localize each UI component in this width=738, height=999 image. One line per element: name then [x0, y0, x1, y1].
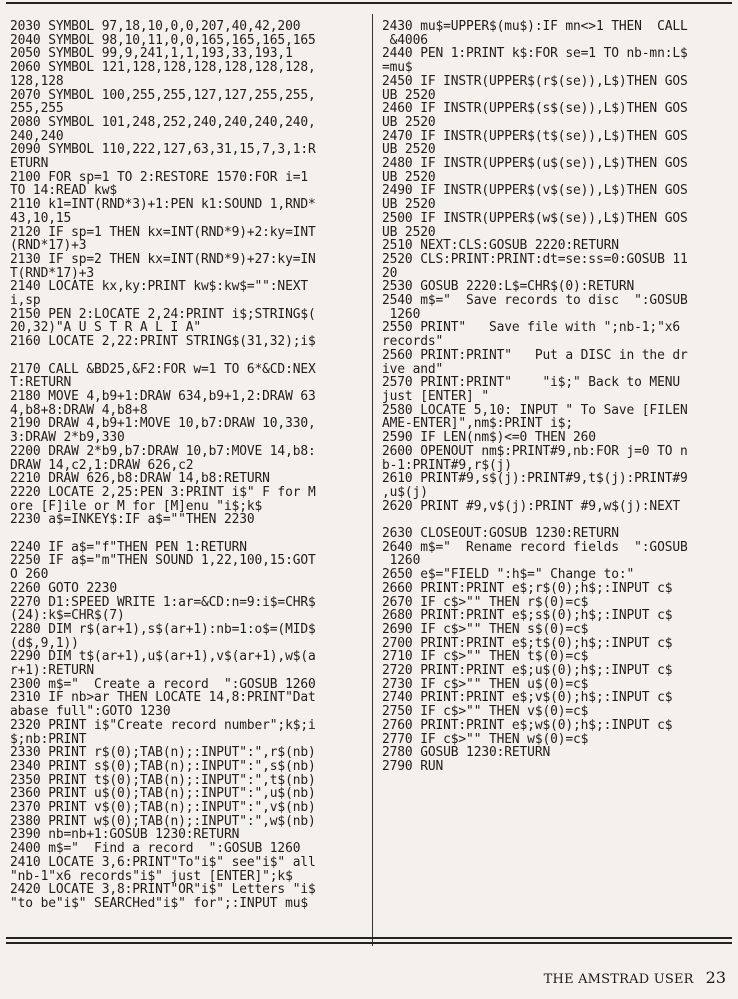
code-line: 2280 DIM r$(ar+1),s$(ar+1):nb=1:o$=(MID$: [10, 621, 316, 637]
code-line: 240,240: [10, 128, 64, 144]
code-line: 20: [382, 265, 398, 281]
column-divider: [372, 14, 373, 946]
code-line: 3:DRAW 2*b9,330: [10, 430, 125, 446]
code-line: "nb-1"x6 records"i$" just [ENTER]";k$: [10, 868, 293, 884]
code-line: UB 2520: [382, 142, 436, 158]
code-line: 2780 GOSUB 1230:RETURN: [382, 745, 551, 761]
code-line: 2750 IF c$>"" THEN v$(0)=c$: [382, 704, 589, 720]
code-line: 2510 NEXT:CLS:GOSUB 2220:RETURN: [382, 238, 619, 254]
code-line: 2690 IF c$>"" THEN s$(0)=c$: [382, 621, 589, 637]
code-line: 2230 a$=INKEY$:IF a$=""THEN 2230: [10, 512, 255, 528]
code-line: 2160 LOCATE 2,22:PRINT STRING$(31,32);i$: [10, 334, 316, 350]
code-line: 2760 PRINT:PRINT e$;w$(0);h$;:INPUT c$: [382, 717, 673, 733]
code-line: (d$,9,1)): [10, 635, 79, 651]
code-line: 2190 DRAW 4,b9+1:MOVE 10,b7:DRAW 10,330,: [10, 416, 316, 432]
code-line: 2330 PRINT r$(0);TAB(n);:INPUT":",r$(nb): [10, 745, 316, 761]
code-line: 2500 IF INSTR(UPPER$(w$(se)),L$)THEN GOS: [382, 210, 688, 226]
code-line: 2480 IF INSTR(UPPER$(u$(se)),L$)THEN GOS: [382, 156, 688, 172]
code-line: TO 14:READ kw$: [10, 183, 117, 199]
code-line: 2710 IF c$>"" THEN t$(0)=c$: [382, 649, 589, 665]
code-line: [10, 349, 362, 363]
code-line: 2770 IF c$>"" THEN w$(0)=c$: [382, 731, 589, 747]
publication-name: THE AMSTRAD USER: [543, 972, 694, 987]
code-line: 2650 e$="FIELD ":h$=" Change to:": [382, 567, 635, 583]
code-line: 2340 PRINT s$(0);TAB(n);:INPUT":",s$(nb): [10, 758, 316, 774]
code-line: T(RND*17)+3: [10, 265, 95, 281]
code-line: =mu$: [382, 60, 413, 76]
code-line: 4,b8+8:DRAW 4,b8+8: [10, 402, 148, 418]
code-line: 20,32)"A U S T R A L I A": [10, 320, 202, 336]
code-line: 1260: [382, 306, 421, 322]
code-line: 2310 IF nb>ar THEN LOCATE 14,8:PRINT"Dat: [10, 690, 316, 706]
code-line: 2470 IF INSTR(UPPER$(t$(se)),L$)THEN GOS: [382, 128, 688, 144]
code-line: 2610 PRINT#9,s$(j):PRINT#9,t$(j):PRINT#9: [382, 471, 688, 487]
code-line: 2090 SYMBOL 110,222,127,63,31,15,7,3,1:R: [10, 142, 316, 158]
code-line: 2150 PEN 2:LOCATE 2,24:PRINT i$;STRING$(: [10, 306, 316, 322]
code-line: i,sp: [10, 293, 41, 309]
code-line: 2240 IF a$="f"THEN PEN 1:RETURN: [10, 539, 247, 555]
code-line: T:RETURN: [10, 375, 72, 391]
code-line: $;nb:PRINT: [10, 731, 87, 747]
code-line: &4006: [382, 32, 428, 48]
code-line: 2300 m$=" Create a record ":GOSUB 1260: [10, 676, 316, 692]
code-line: UB 2520: [382, 87, 436, 103]
code-line: 2130 IF sp=2 THEN kx=INT(RND*9)+27:ky=IN: [10, 251, 316, 267]
code-line: O 260: [10, 567, 49, 583]
code-line: 2200 DRAW 2*b9,b7:DRAW 10,b7:MOVE 14,b8:: [10, 443, 316, 459]
code-line: just [ENTER] ": [382, 388, 489, 404]
code-line: 2270 D1:SPEED WRITE 1:ar=&CD:n=9:i$=CHR$: [10, 594, 316, 610]
code-line: 2110 k1=INT(RND*3)+1:PEN k1:SOUND 1,RND*: [10, 197, 316, 213]
code-line: 2620 PRINT #9,v$(j):PRINT #9,w$(j):NEXT: [382, 498, 680, 514]
code-line: 2080 SYMBOL 101,248,252,240,240,240,240,: [10, 114, 316, 130]
code-line: 2600 OPENOUT nm$:PRINT#9,nb:FOR j=0 TO n: [382, 443, 688, 459]
code-line: ETURN: [10, 156, 49, 172]
code-line: 2670 IF c$>"" THEN r$(0)=c$: [382, 594, 589, 610]
code-line: "to be"i$" SEARCHed"i$" for";:INPUT mu$: [10, 896, 308, 911]
code-line: AME-ENTER]",nm$:PRINT i$;: [382, 416, 574, 432]
code-line: 2790 RUN: [382, 758, 444, 774]
page-footer: [544, 968, 726, 987]
page-number: 23: [705, 968, 726, 987]
code-line: 2050 SYMBOL 99,9,241,1,1,193,33,193,1: [10, 46, 293, 62]
code-line: [10, 527, 362, 541]
code-line: [382, 513, 732, 527]
code-line: 2400 m$=" Find a record ":GOSUB 1260: [10, 841, 301, 857]
code-line: 2040 SYMBOL 98,10,11,0,0,165,165,165,165: [10, 32, 316, 48]
code-line: 2450 IF INSTR(UPPER$(r$(se)),L$)THEN GOS: [382, 73, 688, 89]
code-line: 2540 m$=" Save records to disc ":GOSUB: [382, 293, 688, 309]
code-line: DRAW 14,c2,1:DRAW 626,c2: [10, 457, 194, 473]
code-line: 2680 PRINT:PRINT e$;s$(0);h$;:INPUT c$: [382, 608, 673, 624]
code-line: 2640 m$=" Rename record fields ":GOSUB: [382, 539, 688, 555]
code-line: 2350 PRINT t$(0);TAB(n);:INPUT":",t$(nb): [10, 772, 316, 788]
code-line: r+1):RETURN: [10, 663, 95, 679]
code-line: 2440 PEN 1:PRINT k$:FOR se=1 TO nb-mn:L$: [382, 46, 688, 62]
code-line: 2100 FOR sp=1 TO 2:RESTORE 1570:FOR i=1: [10, 169, 308, 185]
code-line: 128,128: [10, 73, 64, 89]
code-line: UB 2520: [382, 197, 436, 213]
code-line: 2210 DRAW 626,b8:DRAW 14,b8:RETURN: [10, 471, 270, 487]
code-line: UB 2520: [382, 114, 436, 130]
code-line: 2530 GOSUB 2220:L$=CHR$(0):RETURN: [382, 279, 635, 295]
code-line: 2660 PRINT:PRINT e$;r$(0);h$;:INPUT c$: [382, 580, 673, 596]
code-line: 2390 nb=nb+1:GOSUB 1230:RETURN: [10, 827, 240, 843]
bottom-rule-second: [6, 942, 732, 944]
code-line: 2720 PRINT:PRINT e$;u$(0);h$;:INPUT c$: [382, 663, 673, 679]
code-line: 2590 IF LEN(nm$)<=0 THEN 260: [382, 430, 596, 446]
code-line: 2630 CLOSEOUT:GOSUB 1230:RETURN: [382, 526, 619, 542]
code-line: UB 2520: [382, 224, 436, 240]
code-line: 2260 GOTO 2230: [10, 580, 117, 596]
code-line: 2380 PRINT w$(0);TAB(n);:INPUT":",w$(nb): [10, 813, 316, 829]
code-line: 2180 MOVE 4,b9+1:DRAW 634,b9+1,2:DRAW 63: [10, 388, 316, 404]
code-line: 2700 PRINT:PRINT e$;t$(0);h$;:INPUT c$: [382, 635, 673, 651]
code-line: 2490 IF INSTR(UPPER$(v$(se)),L$)THEN GOS: [382, 183, 688, 199]
code-line: 2290 DIM t$(ar+1),u$(ar+1),v$(ar+1),w$(a: [10, 649, 316, 665]
code-line: records": [382, 334, 444, 350]
code-line: (24):k$=CHR$(7): [10, 608, 125, 624]
code-line: 2520 CLS:PRINT:PRINT:dt=se:ss=0:GOSUB 11: [382, 251, 688, 267]
code-line: 2320 PRINT i$"Create record number";k$;i: [10, 717, 316, 733]
code-line: 2060 SYMBOL 121,128,128,128,128,128,128,: [10, 60, 316, 76]
listing-column-left: [10, 20, 362, 911]
code-line: 2220 LOCATE 2,25:PEN 3:PRINT i$" F for M: [10, 484, 316, 500]
code-line: 2170 CALL &BD25,&F2:FOR w=1 TO 6*&CD:NEX: [10, 361, 316, 377]
code-line: (RND*17)+3: [10, 238, 87, 254]
code-line: 2030 SYMBOL 97,18,10,0,0,207,40,42,200: [10, 19, 301, 34]
top-rule: [6, 2, 732, 4]
bottom-rule: [6, 937, 732, 939]
code-line: 2460 IF INSTR(UPPER$(s$(se)),L$)THEN GOS: [382, 101, 688, 117]
code-line: 43,10,15: [10, 210, 72, 226]
code-line: ore [F]ile or M for [M]enu "i$;k$: [10, 498, 263, 514]
listing-column-right: [382, 20, 732, 774]
code-line: 2560 PRINT:PRINT" Put a DISC in the dr: [382, 347, 688, 363]
code-line: 2370 PRINT v$(0);TAB(n);:INPUT":",v$(nb): [10, 800, 316, 816]
code-line: 1260: [382, 553, 421, 569]
code-line: UB 2520: [382, 169, 436, 185]
code-line: 2250 IF a$="m"THEN SOUND 1,22,100,15:GOT: [10, 553, 316, 569]
code-line: 2550 PRINT" Save file with ";nb-1;"x6: [382, 320, 680, 336]
code-line: 255,255: [10, 101, 64, 117]
code-line: 2740 PRINT:PRINT e$;v$(0);h$;:INPUT c$: [382, 690, 673, 706]
code-line: ,u$(j): [382, 484, 428, 500]
code-line: b-1:PRINT#9,r$(j): [382, 457, 512, 473]
code-line: 2430 mu$=UPPER$(mu$):IF mn<>1 THEN CALL: [382, 19, 688, 34]
code-line: 2360 PRINT u$(0);TAB(n);:INPUT":",u$(nb): [10, 786, 316, 802]
code-line: 2140 LOCATE kx,ky:PRINT kw$:kw$="":NEXT: [10, 279, 308, 295]
code-line: 2120 IF sp=1 THEN kx=INT(RND*9)+2:ky=INT: [10, 224, 316, 240]
code-line: ive and": [382, 361, 444, 377]
code-line: 2570 PRINT:PRINT" "i$;" Back to MENU: [382, 375, 680, 391]
code-line: 2420 LOCATE 3,8:PRINT"OR"i$" Letters "i$: [10, 882, 316, 898]
code-line: 2070 SYMBOL 100,255,255,127,127,255,255,: [10, 87, 316, 103]
code-line: abase full":GOTO 1230: [10, 704, 171, 720]
code-line: 2410 LOCATE 3,6:PRINT"To"i$" see"i$" all: [10, 854, 316, 870]
code-line: 2580 LOCATE 5,10: INPUT " To Save [FILEN: [382, 402, 688, 418]
code-line: 2730 IF c$>"" THEN u$(0)=c$: [382, 676, 589, 692]
